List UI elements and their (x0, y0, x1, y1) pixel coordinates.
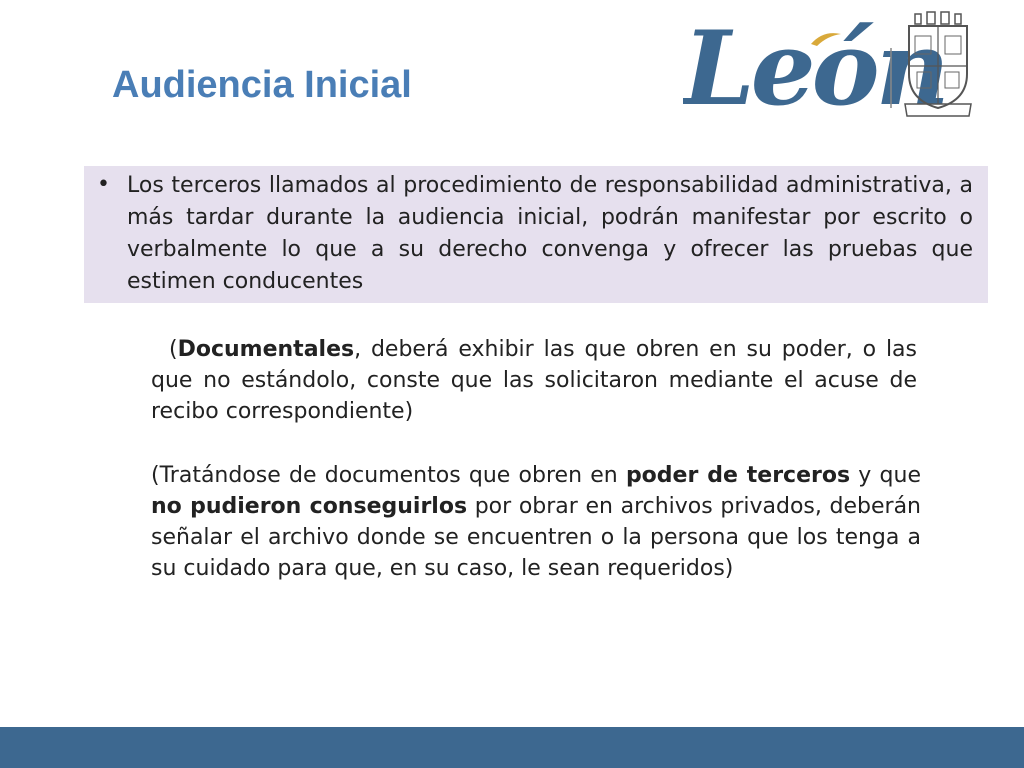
para2-bold-no-pudieron: no pudieron conseguirlos (151, 494, 468, 519)
para2-bold-poder-de-terceros: poder de terceros (625, 463, 851, 488)
leon-logo-graphic (683, 0, 983, 122)
terceros-paragraph (151, 460, 921, 584)
bullet-text: Los terceros llamados al procedimiento de responsabilidad administrativa, a más tardar durante la audiencia inicial, podrán manifestar por escrito o verbalmente lo que a su derecho convenga y ofrecer las pruebas que estimen conducentes (127, 173, 973, 294)
leon-logo-wordmark: León (683, 9, 946, 122)
para2-part2: y que (850, 463, 921, 488)
para2-part1: (Tratándose de documentos que obren en (151, 463, 626, 488)
para2-part3: por obrar en archivos privados, deberán señalar el archivo donde se encuentren o la persona que los tenga a su cuidado para que, en su caso, le sean requeridos) (151, 494, 921, 581)
documentales-paragraph (151, 334, 917, 427)
para1-rest: , deberá exhibir las que obren en su poder, o las que no estándolo, conste que las solicitaron mediante el acuse de recibo correspondiente) (151, 337, 917, 424)
bullet-point-icon: • (97, 172, 110, 197)
para1-open: ( (169, 337, 178, 362)
bullet-box (84, 166, 988, 303)
footer-bar (0, 727, 1024, 768)
para1-bold-documentales: Documentales (177, 337, 355, 362)
slide-title: Audiencia Inicial (112, 64, 412, 106)
leon-logo (683, 0, 983, 122)
